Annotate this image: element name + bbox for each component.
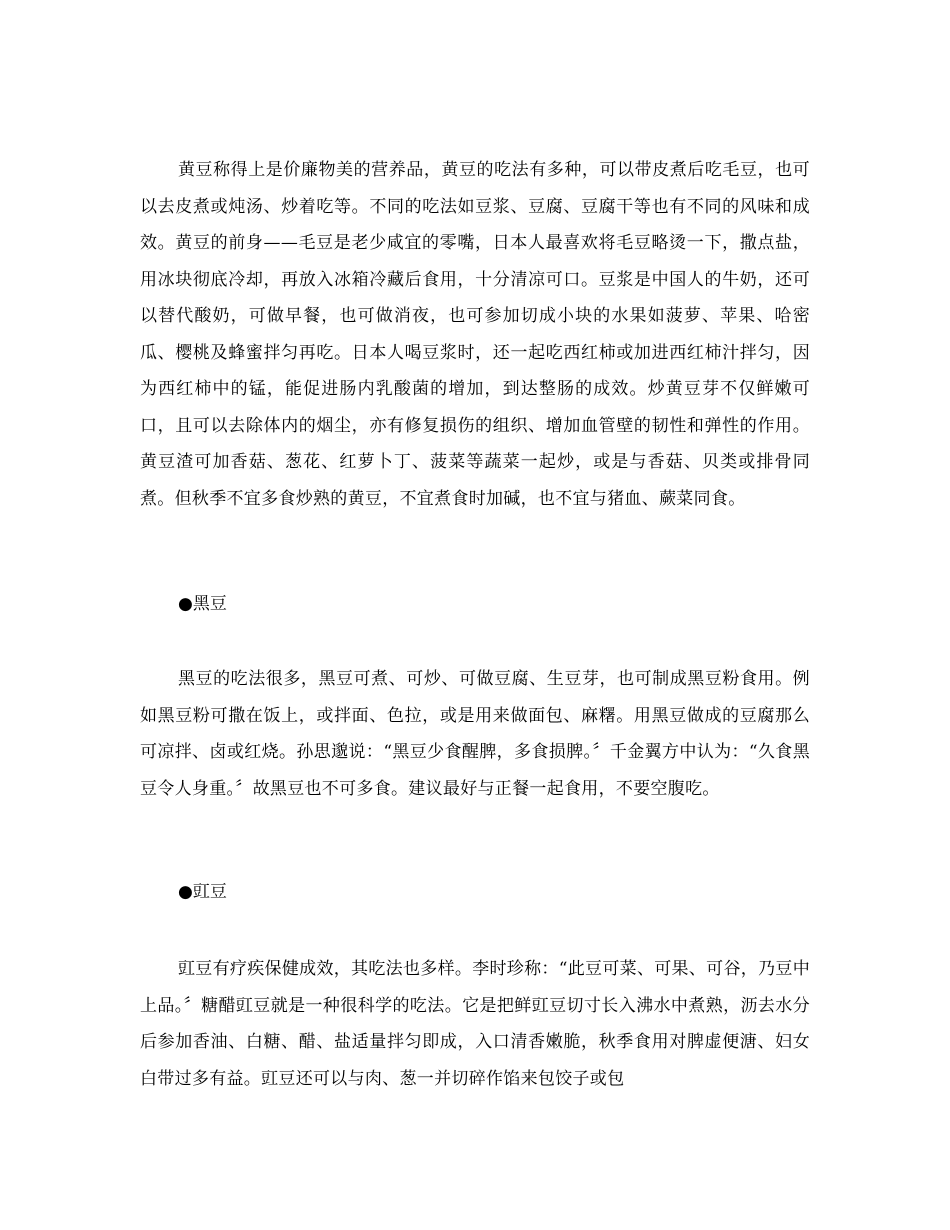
black-bean-paragraph: 黑豆的吃法很多，黑豆可煮、可炒、可做豆腐、生豆芽，也可制成黑豆粉食用。例如黑豆粉可撒在饭上，或拌面、色拉，或是用来做面包、麻糬。用黑豆做成的豆腐那么可凉拌、卤或红烧。孙思邈说：“黑豆少食醒脾，多食损脾。〞千金翼方中认为：“久食黑豆令人身重。〞故黑豆也不可多食。建议最好与正餐一起食用，不要空腹吃。 <box>140 669 810 799</box>
soybean-paragraph: 黄豆称得上是价廉物美的营养品，黄豆的吃法有多种，可以带皮煮后吃毛豆，也可以去皮煮或炖汤、炒着吃等。不同的吃法如豆浆、豆腐、豆腐干等也有不同的风味和成效。黄豆的前身——毛豆是老少咸宜的零嘴，日本人最喜欢将毛豆略烫一下，撒点盐，用冰块彻底冷却，再放入冰箱冷藏后食用，十分清凉可口。豆浆是中国人的牛奶，还可以替代酸奶，可做早餐，也可做消夜，也可参加切成小块的水果如菠萝、苹果、哈密瓜、樱桃及蜂蜜拌匀再吃。日本人喝豆浆时，还一起吃西红柿或加进西红柿汁拌匀，因为西红柿中的锰，能促进肠内乳酸菌的增加，到达整肠的成效。炒黄豆芽不仅鲜嫩可口，且可以去除体内的烟尘，亦有修复损伤的组织、增加血管壁的韧性和弹性的作用。黄豆渣可加香菇、葱花、红萝卜丁、菠菜等蔬菜一起炒，或是与香菇、贝类或排骨同煮。但秋季不宜多食炒熟的黄豆，不宜煮食时加碱，也不宜与猪血、蕨菜同食。 <box>140 160 810 509</box>
cowpea-heading: ●豇豆 <box>178 882 227 902</box>
cowpea-paragraph: 豇豆有疗疾保健成效，其吃法也多样。李时珍称：“此豆可菜、可果、可谷，乃豆中上品。〞糖醋豇豆就是一种很科学的吃法。它是把鲜豇豆切寸长入沸水中煮熟，沥去水分后参加香油、白糖、醋、盐适量拌匀即成，入口清香嫩脆，秋季食用对脾虚便溏、妇女白带过多有益。豇豆还可以与肉、葱一并切碎作馅来包饺子或包 <box>140 959 810 1089</box>
black-bean-heading: ●黑豆 <box>178 594 227 614</box>
